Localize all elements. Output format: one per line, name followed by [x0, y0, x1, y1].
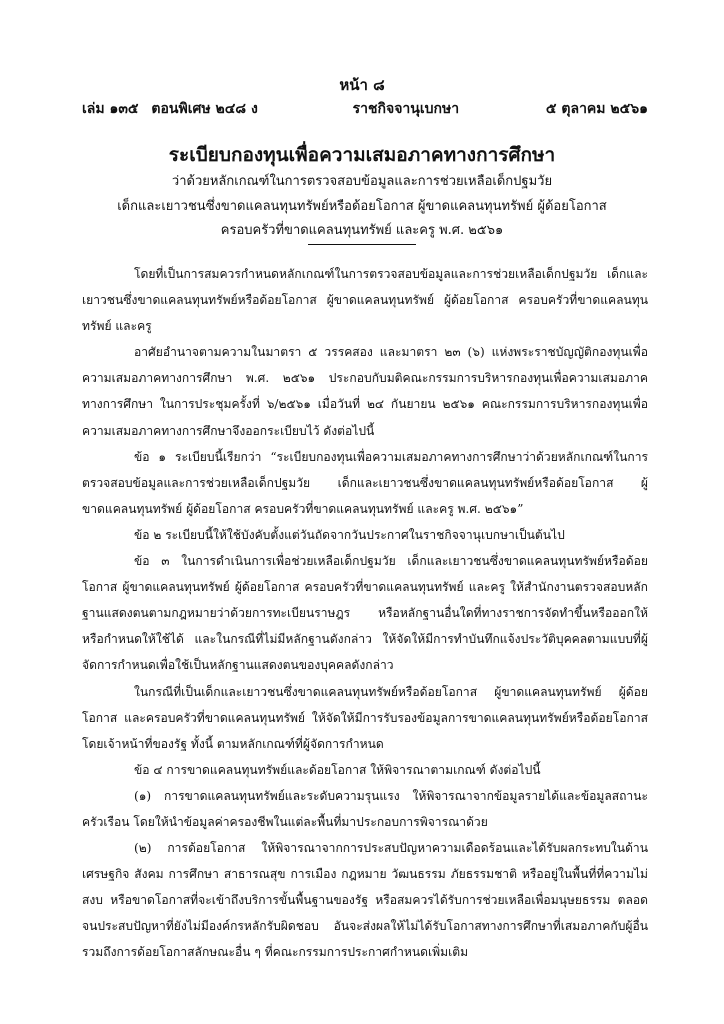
volume-label: เล่ม ๑๓๕ — [82, 101, 139, 117]
preamble-paragraph: โดยที่เป็นการสมควรกำหนดหลักเกณฑ์ในการตรวจสอบข้อมูลและการช่วยเหลือเด็กปฐมวัย เด็กและเยาวชนซึ่งขาดแคลนทุนทรัพย์หรือด้อยโอกาส ผู้ขาดแคลนทุนทรัพย์ ผู้ด้อยโอกาส ครอบครัวที่ขาดแคลนทุนทรัพย์ และครู — [82, 267, 648, 334]
document-title: ระเบียบกองทุนเพื่อความเสมอภาคทางการศึกษา — [168, 144, 556, 166]
clause-4: ข้อ ๔ การขาดแคลนทุนทรัพย์และด้อยโอกาส ให้พิจารณาตามเกณฑ์ ดังต่อไปนี้ — [134, 762, 541, 777]
section-label: ตอนพิเศษ ๒๔๘ ง — [151, 101, 258, 117]
subtitle-line: เด็กและเยาวชนซึ่งขาดแคลนทุนทรัพย์หรือด้อยโอกาส ผู้ขาดแคลนทุนทรัพย์ ผู้ด้อยโอกาส — [117, 198, 607, 214]
title-divider — [308, 244, 416, 245]
subtitle-line: ว่าด้วยหลักเกณฑ์ในการตรวจสอบข้อมูลและการช่วยเหลือเด็กปฐมวัย — [171, 174, 553, 189]
publish-date: ๕ ตุลาคม ๒๕๖๑ — [545, 101, 648, 117]
gazette-name: ราชกิจจานุเบกษา — [352, 101, 460, 117]
clause-3: ข้อ ๓ ในการดำเนินการเพื่อช่วยเหลือเด็กปฐมวัย เด็กและเยาวชนซึ่งขาดแคลนทุนทรัพย์หรือด้อยโอกาส ผู้ขาดแคลนทุนทรัพย์ ผู้ด้อยโอกาส ครอบครัวที่ขาดแคลนทุนทรัพย์ และครู ให้สำนักงานตรวจสอบหลักฐานแสดงตนตามกฎหมายว่าด้วยการทะเบียนราษฎร หรือหลักฐานอื่นใดที่ทางราชการจัดทำขึ้นหรือออกให้ หรือกำหนดให้ใช้ได้ และในกรณีที่ไม่มีหลักฐานดังกล่าว ให้จัดให้มีการทำบันทึกแจ้งประวัติบุคคลตามแบบที่ผู้จัดการกำหนดเพื่อใช้เป็นหลักฐานแสดงตนของบุคคลดังกล่าว — [82, 554, 648, 673]
subtitle-line: ครอบครัวที่ขาดแคลนทุนทรัพย์ และครู พ.ศ. ๒๕๖๑ — [220, 223, 504, 238]
clause-1: ข้อ ๑ ระเบียบนี้เรียกว่า “ระเบียบกองทุนเพื่อความเสมอภาคทางการศึกษาว่าด้วยหลักเกณฑ์ในการตรวจสอบข้อมูลและการช่วยเหลือเด็กปฐมวัย เด็กและเยาวชนซึ่งขาดแคลนทุนทรัพย์หรือด้อยโอกาส ผู้ขาดแคลนทุนทรัพย์ ผู้ด้อยโอกาส ครอบครัวที่ขาดแคลนทุนทรัพย์ และครู พ.ศ. ๒๕๖๑” — [82, 449, 648, 516]
clause-3-paragraph-2: ในกรณีที่เป็นเด็กและเยาวชนซึ่งขาดแคลนทุนทรัพย์หรือด้อยโอกาส ผู้ขาดแคลนทุนทรัพย์ ผู้ด้อยโอกาส และครอบครัวที่ขาดแคลนทุนทรัพย์ ให้จัดให้มีการรับรองข้อมูลการขาดแคลนทุนทรัพย์หรือด้อยโอกาสโดยเจ้าหน้าที่ของรัฐ ทั้งนี้ ตามหลักเกณฑ์ที่ผู้จัดการกำหนด — [82, 684, 648, 751]
document-subtitle — [0, 170, 724, 244]
page-number: หน้า ๘ — [339, 76, 385, 94]
clause-2: ข้อ ๒ ระเบียบนี้ให้ใช้บังคับตั้งแต่วันถัดจากวันประกาศในราชกิจจานุเบกษาเป็นต้นไป — [134, 527, 565, 542]
clause-4-item-2: (๒) การด้อยโอกาส ให้พิจารณาจากการประสบปัญหาความเดือดร้อนและได้รับผลกระทบในด้านเศรษฐกิจ สังคม การศึกษา สาธารณสุข การเมือง กฎหมาย วัฒนธรรม ภัยธรรมชาติ หรืออยู่ในพื้นที่ที่ความไม่สงบ หรือขาดโอกาสที่จะเข้าถึงบริการขั้นพื้นฐานของรัฐ หรือสมควรได้รับการช่วยเหลือเพื่อมนุษยธรรม ตลอดจนประสบปัญหาที่ยังไม่มีองค์กรหลักรับผิดชอบ อันจะส่งผลให้ไม่ได้รับโอกาสทางการศึกษาที่เสมอภาคกับผู้อื่น รวมถึงการด้อยโอกาสลักษณะอื่น ๆ ที่คณะกรรมการประกาศกำหนดเพิ่มเติม — [82, 841, 648, 960]
gazette-header — [82, 98, 648, 120]
document-body — [82, 261, 648, 966]
authority-paragraph: อาศัยอำนาจตามความในมาตรา ๕ วรรคสอง และมาตรา ๒๓ (๖) แห่งพระราชบัญญัติกองทุนเพื่อความเสมอภาคทางการศึกษา พ.ศ. ๒๕๖๑ ประกอบกับมติคณะกรรมการบริหารกองทุนเพื่อความเสมอภาคทางการศึกษา ในการประชุมครั้งที่ ๖/๒๕๖๑ เมื่อวันที่ ๒๔ กันยายน ๒๕๖๑ คณะกรรมการบริหารกองทุนเพื่อความเสมอภาคทางการศึกษาจึงออกระเบียบไว้ ดังต่อไปนี้ — [82, 345, 648, 438]
header-left — [82, 98, 266, 120]
clause-4-item-1: (๑) การขาดแคลนทุนทรัพย์และระดับความรุนแรง ให้พิจารณาจากข้อมูลรายได้และข้อมูลสถานะครัวเรือน โดยให้นำข้อมูลค่าครองชีพในแต่ละพื้นที่มาประกอบการพิจารณาด้วย — [82, 788, 648, 829]
